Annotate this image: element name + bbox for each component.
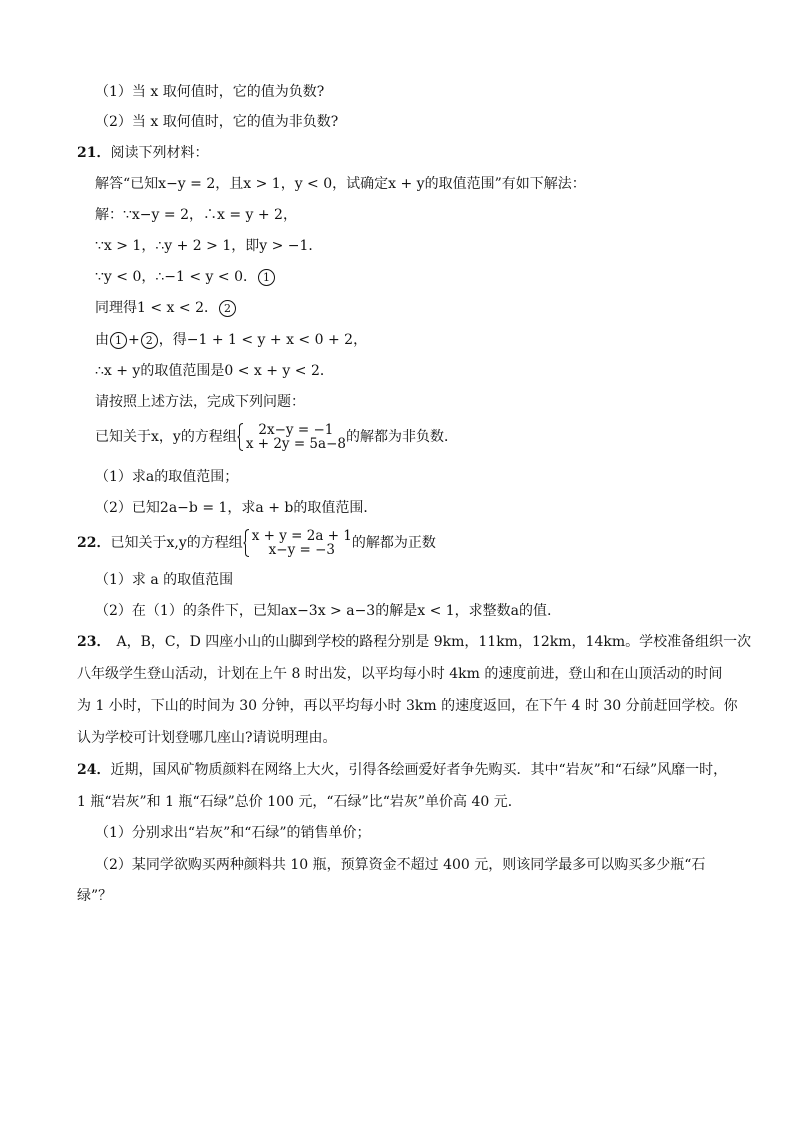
equation-row: x−y = −3 bbox=[268, 542, 335, 558]
q22-header bbox=[77, 526, 436, 560]
q24-line-2: 1 瓶“岩灰”和 1 瓶“石绿”总价 100 元，“石绿”比“岩灰”单价高 40 元． bbox=[77, 794, 522, 810]
q21-intro bbox=[95, 174, 586, 194]
circled-number-1: 1 bbox=[110, 332, 127, 349]
q20-part-2: （2）当 x 取何值时，它的值为非负数? bbox=[95, 114, 339, 130]
circled-number-2: 2 bbox=[141, 332, 158, 349]
text: ． bbox=[242, 269, 257, 285]
q21-header bbox=[77, 143, 208, 163]
equation-row: x + y = 2a + 1 bbox=[251, 528, 352, 544]
circled-number-2: 2 bbox=[219, 300, 236, 317]
math-expression: x，y bbox=[151, 429, 181, 445]
text: （2）在（1）的条件下，已知 bbox=[95, 603, 281, 619]
q24-part-2-line-2: 绿”？ bbox=[77, 888, 113, 904]
math-expression: 0 < x + y < 2 bbox=[224, 363, 320, 379]
text: 同理得 bbox=[95, 300, 137, 316]
q21-part-2 bbox=[95, 498, 377, 518]
text: 的解是 bbox=[375, 603, 418, 619]
text: 已知关于 bbox=[95, 429, 151, 445]
math-expression: a + b bbox=[255, 500, 294, 516]
text: ，试确定 bbox=[332, 176, 389, 192]
text: 的解都为正数 bbox=[351, 535, 436, 551]
text: ． bbox=[203, 300, 218, 316]
q21-step-1 bbox=[95, 205, 297, 225]
text: 已知关于 bbox=[110, 535, 167, 551]
text: （1）求 bbox=[95, 469, 146, 485]
math-expression: x,y bbox=[166, 535, 187, 551]
equation-row: 2x−y = −1 bbox=[258, 422, 334, 438]
q21-title: 阅读下列材料： bbox=[110, 145, 209, 161]
text: 由 bbox=[95, 332, 109, 348]
q24-part-2-line-1: （2）某同学欲购买两种颜料共 10 瓶，预算资金不超过 400 元，则该同学最多可以购买多少瓶“石 bbox=[95, 857, 706, 873]
q21-equation-system-line bbox=[95, 420, 458, 454]
math-expression: ∵y < 0，∴−1 < y < 0 bbox=[95, 269, 243, 285]
q21-step-4 bbox=[95, 298, 237, 318]
q21-step-5 bbox=[95, 330, 367, 350]
question-number: 24． bbox=[77, 762, 111, 778]
text: ，求 bbox=[227, 500, 256, 516]
text: 的方程组 bbox=[186, 535, 243, 551]
math-expression: y > −1 bbox=[259, 238, 309, 254]
math-expression: x < 1 bbox=[417, 603, 455, 619]
text: ， bbox=[282, 207, 297, 223]
equation-system bbox=[243, 529, 352, 557]
text: 的值. bbox=[519, 603, 552, 619]
math-expression: x > 1 bbox=[243, 176, 281, 192]
q21-step-2 bbox=[95, 236, 322, 256]
circled-number-1: 1 bbox=[258, 269, 275, 286]
math-expression: ax−3x > a−3 bbox=[280, 603, 376, 619]
text: 的取值范围． bbox=[293, 500, 378, 516]
math-expression: x−y = 2 bbox=[158, 176, 216, 192]
math-expression: y < 0 bbox=[294, 176, 333, 192]
question-number: 21． bbox=[77, 145, 111, 161]
q22-part-1: （1）求 a 的取值范围 bbox=[95, 572, 234, 588]
q21-step-6 bbox=[95, 361, 334, 381]
math-expression: + bbox=[128, 332, 140, 348]
q23-line-2: 八年级学生登山活动，计划在上午 8 时出发，以平均每小时 4km 的速度前进，登山和在山顶活动的时间 bbox=[77, 666, 723, 682]
text: ． bbox=[308, 238, 323, 254]
text: ， bbox=[353, 332, 368, 348]
math-expression: ∵x−y = 2，∴x = y + 2 bbox=[123, 207, 283, 223]
text: A，B，C，D 四座小山的山脚到学校的路程分别是 9km，11km，12km，14km。学校准备组织一次 bbox=[116, 634, 752, 650]
question-number: 23． bbox=[77, 634, 111, 650]
left-brace-icon bbox=[237, 423, 244, 451]
text: 解： bbox=[95, 207, 123, 223]
text: ，且 bbox=[215, 176, 244, 192]
q23-line-1 bbox=[77, 632, 751, 652]
q23-line-3: 为 1 小时，下山的时间为 30 分钟，再以平均每小时 3km 的速度返回，在下午 4 时 30 分前赶回学校。你 bbox=[77, 698, 738, 714]
equation-system bbox=[237, 423, 346, 451]
math-expression: ∵x > 1，∴y + 2 > 1 bbox=[95, 238, 232, 254]
text: ，得 bbox=[158, 332, 187, 348]
q20-part-1: （1）当 x 取何值时，它的值为负数? bbox=[95, 84, 325, 100]
math-expression: a bbox=[145, 469, 155, 485]
q23-line-4: 认为学校可计划登哪几座山?请说明理由。 bbox=[77, 730, 337, 746]
text: 的取值范围； bbox=[154, 469, 239, 485]
text: ． bbox=[319, 363, 334, 379]
q21-instruction: 请按照上述方法，完成下列问题： bbox=[95, 394, 305, 410]
text: 的取值范围”有如下解法： bbox=[424, 176, 586, 192]
text: 的方程组 bbox=[180, 429, 237, 445]
question-number: 22． bbox=[77, 535, 111, 551]
text: （2）已知 bbox=[95, 500, 160, 516]
equation-row: x + 2y = 5a−8 bbox=[245, 436, 346, 452]
q21-step-3 bbox=[95, 267, 276, 287]
math-expression: 2a−b = 1 bbox=[159, 500, 228, 516]
math-expression: a bbox=[510, 603, 520, 619]
math-expression: ∴x + y bbox=[95, 363, 141, 379]
text: 解答“已知 bbox=[95, 176, 159, 192]
math-expression: 1 < x < 2 bbox=[137, 300, 204, 316]
text: ，求整数 bbox=[454, 603, 511, 619]
text: 的取值范围是 bbox=[140, 363, 225, 379]
text: ， bbox=[280, 176, 295, 192]
q24-part-1: （1）分别求出“岩灰”和“石绿”的销售单价； bbox=[95, 825, 371, 841]
text: 近期，国风矿物质颜料在网络上大火，引得各绘画爱好者争先购买．其中“岩灰”和“石绿”风靡一时， bbox=[110, 762, 728, 778]
math-expression: −1 + 1 < y + x < 0 + 2 bbox=[186, 332, 354, 348]
q22-part-2 bbox=[95, 601, 551, 621]
q24-line-1 bbox=[77, 760, 727, 780]
text: 的解都为非负数． bbox=[345, 429, 458, 445]
q21-part-1 bbox=[95, 467, 238, 487]
left-brace-icon bbox=[243, 529, 250, 557]
text: ，即 bbox=[231, 238, 260, 254]
math-expression: x + y bbox=[388, 176, 425, 192]
